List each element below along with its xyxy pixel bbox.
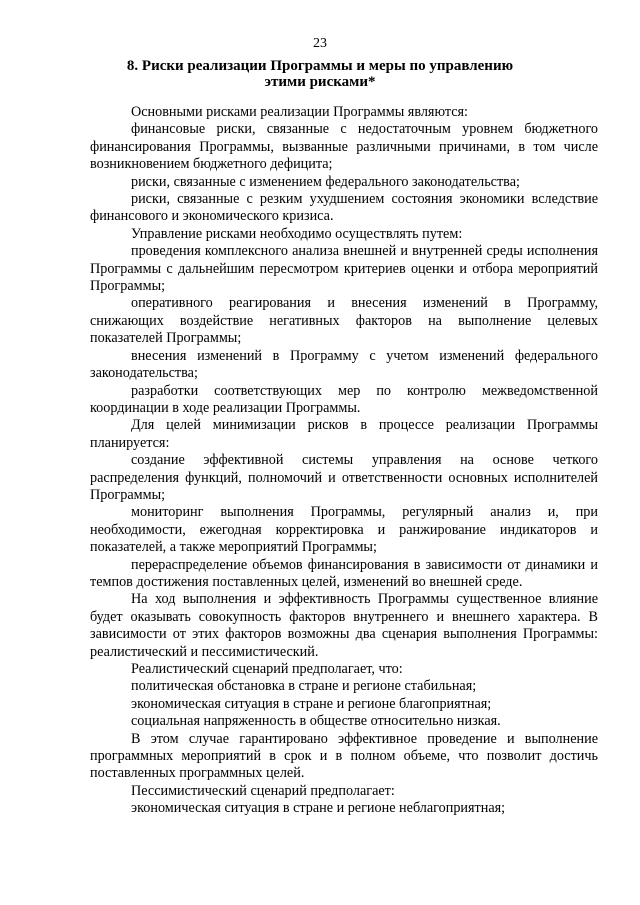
paragraph: проведения комплексного анализа внешней и внутренней среды исполнения Программы с дальнейшим пересмотром критериев оценки и отбора мероприятий Программы; [90, 243, 598, 295]
paragraph: Пессимистический сценарий предполагает: [131, 782, 395, 799]
body-text [90, 104, 598, 818]
paragraph: Управление рисками необходимо осуществлять путем: [131, 225, 463, 242]
paragraph: финансовые риски, связанные с недостаточным уровнем бюджетного финансирования Программы, вызванные различными причинами, в том числе возникновением бюджетного дефицита; [90, 121, 598, 173]
paragraph: разработки соответствующих мер по контролю межведомственной координации в ходе реализации Программы. [90, 382, 598, 416]
section-title [0, 58, 640, 90]
paragraph: В этом случае гарантировано эффективное проведение и выполнение программных мероприятий в срок и в полном объеме, что позволит достичь поставленных программных целей. [90, 730, 598, 782]
paragraph: экономическая ситуация в стране и регионе благоприятная; [131, 695, 492, 712]
paragraph: оперативного реагирования и внесения изменений в Программу, снижающих воздействие негативных факторов на выполнение целевых показателей Программы; [90, 295, 598, 347]
paragraph: внесения изменений в Программу с учетом изменений федерального законодательства; [90, 347, 598, 382]
paragraph: экономическая ситуация в стране и регионе неблагоприятная; [131, 800, 506, 817]
paragraph: риски, связанные с изменением федерального законодательства; [131, 173, 520, 190]
paragraph: социальная напряженность в обществе относительно низкая. [131, 713, 501, 730]
paragraph: создание эффективной системы управления на основе четкого распределения функций, полномочий и ответственности основных исполнителей Программы; [90, 452, 598, 503]
paragraph: политическая обстановка в стране и регионе стабильная; [131, 678, 477, 695]
paragraph: Для целей минимизации рисков в процессе реализации Программы планируется: [90, 417, 598, 451]
paragraph: Основными рисками реализации Программы являются: [131, 104, 469, 120]
paragraph: перераспределение объемов финансирования в зависимости от динамики и темпов достижения поставленных целей, изменений во внешней среде. [90, 556, 598, 590]
paragraph: На ход выполнения и эффективность Программы существенное влияние будет оказывать совокупность факторов внутреннего и внешнего характера. В зависимости от этих факторов возможны два сценария выполнения Программы: реалистический и пессимистический. [90, 591, 598, 660]
page-number: 23 [313, 36, 327, 51]
paragraph: мониторинг выполнения Программы, регулярный анализ и, при необходимости, ежегодная корректировка и ранжирование индикаторов и показателей, а также мероприятий Программы; [90, 504, 598, 556]
paragraph: Реалистический сценарий предполагает, что: [131, 661, 403, 677]
section-title-line-1: 8. Риски реализации Программы и меры по управлению [126, 58, 514, 74]
section-title-line-2: этими рисками* [264, 74, 376, 90]
paragraph: риски, связанные с резким ухудшением состояния экономики вследствие финансового и экономического кризиса. [90, 191, 598, 225]
